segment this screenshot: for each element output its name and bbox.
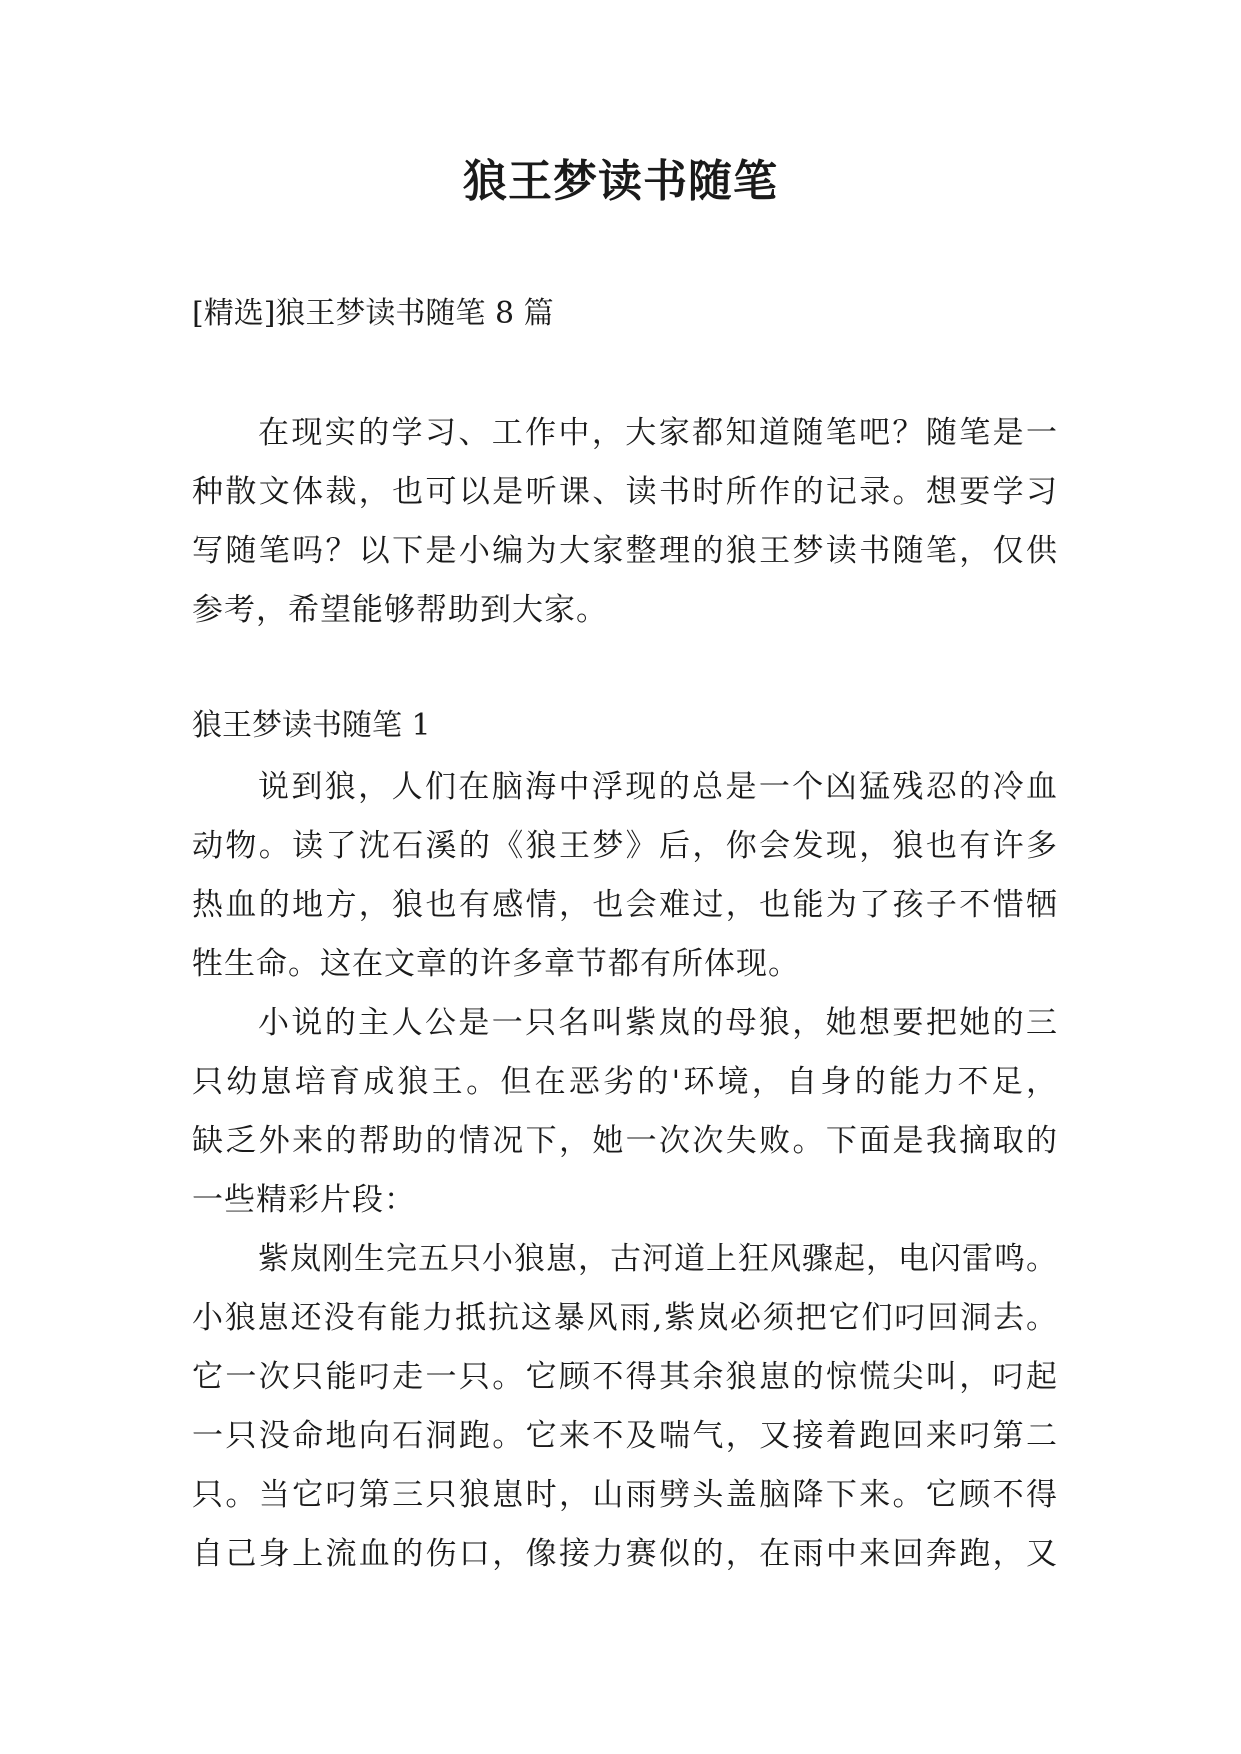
body-line: 热血的地方，狼也有感情，也会难过，也能为了孩子不惜牺 — [192, 887, 1058, 923]
body-line: 动物。读了沈石溪的《狼王梦》后，你会发现，狼也有许多 — [192, 828, 1058, 864]
intro-line: 参考，希望能够帮助到大家。 — [192, 592, 608, 628]
intro-paragraph — [192, 404, 1058, 640]
document-subtitle: [精选]狼王梦读书随笔 8 篇 — [192, 296, 554, 331]
body-line: 一只没命地向石洞跑。它来不及喘气，又接着跑回来叼第二 — [192, 1418, 1058, 1454]
body-line: 缺乏外来的帮助的情况下，她一次次失败。下面是我摘取的 — [192, 1123, 1058, 1159]
body-line: 一些精彩片段： — [192, 1182, 416, 1218]
body-line: 它一次只能叼走一只。它顾不得其余狼崽的惊慌尖叫，叼起 — [192, 1359, 1058, 1395]
body-paragraph — [192, 1230, 1058, 1584]
intro-line: 在现实的学习、工作中，大家都知道随笔吧？随笔是一 — [258, 415, 1058, 451]
body-line: 只。当它叼第三只狼崽时，山雨劈头盖脑降下来。它顾不得 — [192, 1477, 1058, 1513]
body-line: 小狼崽还没有能力抵抗这暴风雨,紫岚必须把它们叼回洞去。 — [192, 1300, 1058, 1336]
body-line: 小说的主人公是一只名叫紫岚的母狼，她想要把她的三 — [258, 1005, 1058, 1041]
body-line: 说到狼，人们在脑海中浮现的总是一个凶猛残忍的冷血 — [258, 769, 1058, 805]
intro-line: 写随笔吗？以下是小编为大家整理的狼王梦读书随笔，仅供 — [192, 533, 1058, 569]
body-line: 只幼崽培育成狼王。但在恶劣的'环境，自身的能力不足， — [192, 1064, 1058, 1100]
section-body — [192, 758, 1058, 1584]
body-line: 牲生命。这在文章的许多章节都有所体现。 — [192, 946, 800, 982]
body-line: 自己身上流血的伤口，像接力赛似的，在雨中来回奔跑，又 — [192, 1536, 1058, 1572]
section-heading: 狼王梦读书随笔 1 — [192, 708, 431, 743]
intro-line: 种散文体裁，也可以是听课、读书时所作的记录。想要学习 — [192, 474, 1058, 510]
document-title: 狼王梦读书随笔 — [463, 156, 778, 207]
body-paragraph — [192, 758, 1058, 994]
body-paragraph — [192, 994, 1058, 1230]
body-line: 紫岚刚生完五只小狼崽，古河道上狂风骤起，电闪雷鸣。 — [258, 1241, 1058, 1277]
